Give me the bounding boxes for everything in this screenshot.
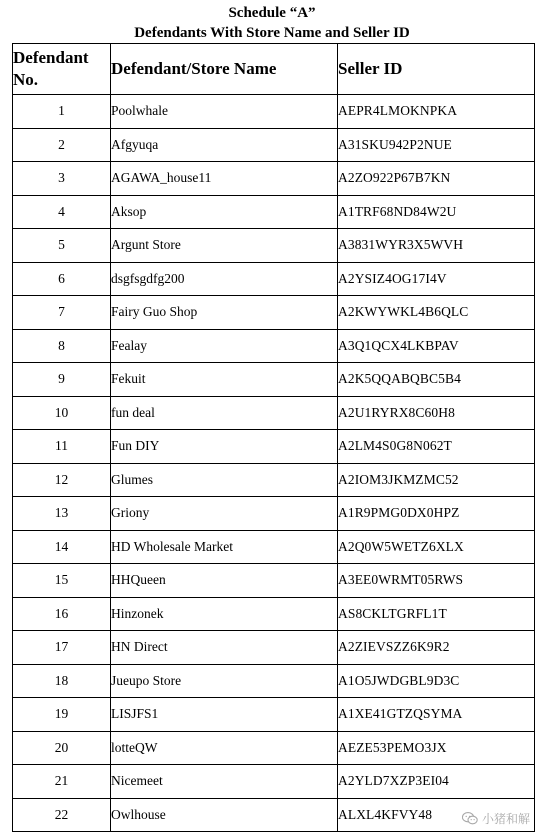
store-name-cell: Argunt Store (111, 229, 338, 263)
store-name-cell: AGAWA_house11 (111, 162, 338, 196)
defendant-no-cell: 19 (13, 698, 111, 732)
seller-id-cell: A2YLD7XZP3EI04 (338, 765, 535, 799)
header-defendant-no-line1: Defendant (13, 48, 89, 67)
defendant-no-cell: 2 (13, 128, 111, 162)
store-name-cell: Fairy Guo Shop (111, 296, 338, 330)
table-row (13, 396, 535, 430)
defendant-no-cell: 10 (13, 396, 111, 430)
store-name-cell: Poolwhale (111, 95, 338, 129)
store-name-cell: HN Direct (111, 631, 338, 665)
seller-id-cell: A2KWYWKL4B6QLC (338, 296, 535, 330)
store-name-cell: LISJFS1 (111, 698, 338, 732)
defendant-no-cell: 12 (13, 463, 111, 497)
schedule-subtitle: Defendants With Store Name and Seller ID (134, 25, 410, 41)
table-row (13, 229, 535, 263)
store-name-cell: Hinzonek (111, 597, 338, 631)
store-name-cell: Nicemeet (111, 765, 338, 799)
table-row (13, 363, 535, 397)
seller-id-cell: A2ZO922P67B7KN (338, 162, 535, 196)
schedule-title: Schedule “A” (228, 5, 316, 21)
store-name-cell: Afgyuqa (111, 128, 338, 162)
table-row (13, 564, 535, 598)
seller-id-cell: A2LM4S0G8N062T (338, 430, 535, 464)
watermark-text: 小猪和解 (481, 812, 530, 826)
header-seller-id: Seller ID (338, 44, 535, 95)
table-row (13, 765, 535, 799)
store-name-cell: Aksop (111, 195, 338, 229)
table-row (13, 497, 535, 531)
seller-id-cell: A1O5JWDGBL9D3C (338, 664, 535, 698)
store-name-cell: Fun DIY (111, 430, 338, 464)
seller-id-cell: A2Q0W5WETZ6XLX (338, 530, 535, 564)
defendant-no-cell: 14 (13, 530, 111, 564)
title-block (0, 3, 544, 43)
seller-id-cell: A1R9PMG0DX0HPZ (338, 497, 535, 531)
table-row (13, 698, 535, 732)
store-name-cell: Jueupo Store (111, 664, 338, 698)
store-name-cell: lotteQW (111, 731, 338, 765)
store-name-cell: Glumes (111, 463, 338, 497)
seller-id-cell: A3Q1QCX4LKBPAV (338, 329, 535, 363)
defendant-no-cell: 7 (13, 296, 111, 330)
table-row (13, 95, 535, 129)
defendant-no-cell: 21 (13, 765, 111, 799)
header-defendant-no-line2: No. (13, 70, 39, 89)
seller-id-cell: A3EE0WRMT05RWS (338, 564, 535, 598)
watermark (462, 810, 530, 827)
wechat-icon (462, 812, 478, 825)
table-row (13, 262, 535, 296)
defendant-no-cell: 11 (13, 430, 111, 464)
seller-id-cell: A3831WYR3X5WVH (338, 229, 535, 263)
table-row (13, 463, 535, 497)
defendant-no-cell: 1 (13, 95, 111, 129)
defendant-no-cell: 15 (13, 564, 111, 598)
header-store-name: Defendant/Store Name (111, 44, 338, 95)
defendant-no-cell: 4 (13, 195, 111, 229)
seller-id-cell: AS8CKLTGRFL1T (338, 597, 535, 631)
table-row (13, 296, 535, 330)
store-name-cell: HD Wholesale Market (111, 530, 338, 564)
defendant-no-cell: 16 (13, 597, 111, 631)
defendant-no-cell: 22 (13, 798, 111, 832)
seller-id-cell: A2K5QQABQBC5B4 (338, 363, 535, 397)
table-header-row (13, 44, 535, 95)
table-row (13, 731, 535, 765)
store-name-cell: Owlhouse (111, 798, 338, 832)
defendant-no-cell: 3 (13, 162, 111, 196)
seller-id-cell: A1XE41GTZQSYMA (338, 698, 535, 732)
defendant-no-cell: 8 (13, 329, 111, 363)
defendant-no-cell: 9 (13, 363, 111, 397)
store-name-cell: Griony (111, 497, 338, 531)
seller-id-cell: ALXL4KFVY48 (338, 798, 535, 832)
defendant-no-cell: 20 (13, 731, 111, 765)
table-row (13, 430, 535, 464)
seller-id-cell: A2YSIZ4OG17I4V (338, 262, 535, 296)
seller-id-cell: AEPR4LMOKNPKA (338, 95, 535, 129)
table-body (13, 95, 535, 832)
seller-id-cell: A2IOM3JKMZMC52 (338, 463, 535, 497)
store-name-cell: Fekuit (111, 363, 338, 397)
seller-id-cell: A2ZIEVSZZ6K9R2 (338, 631, 535, 665)
seller-id-cell: A2U1RYRX8C60H8 (338, 396, 535, 430)
defendants-table (12, 43, 535, 832)
seller-id-cell: AEZE53PEMO3JX (338, 731, 535, 765)
header-defendant-no (13, 44, 111, 95)
table-row (13, 195, 535, 229)
defendant-no-cell: 13 (13, 497, 111, 531)
table-row (13, 664, 535, 698)
table-row (13, 162, 535, 196)
seller-id-cell: A31SKU942P2NUE (338, 128, 535, 162)
table-row (13, 597, 535, 631)
table-row (13, 329, 535, 363)
defendant-no-cell: 18 (13, 664, 111, 698)
defendant-no-cell: 6 (13, 262, 111, 296)
table-row (13, 530, 535, 564)
defendant-no-cell: 17 (13, 631, 111, 665)
store-name-cell: Fealay (111, 329, 338, 363)
table-row (13, 631, 535, 665)
store-name-cell: dsgfsgdfg200 (111, 262, 338, 296)
table-row (13, 128, 535, 162)
table-row (13, 798, 535, 832)
store-name-cell: fun deal (111, 396, 338, 430)
seller-id-cell: A1TRF68ND84W2U (338, 195, 535, 229)
defendant-no-cell: 5 (13, 229, 111, 263)
store-name-cell: HHQueen (111, 564, 338, 598)
